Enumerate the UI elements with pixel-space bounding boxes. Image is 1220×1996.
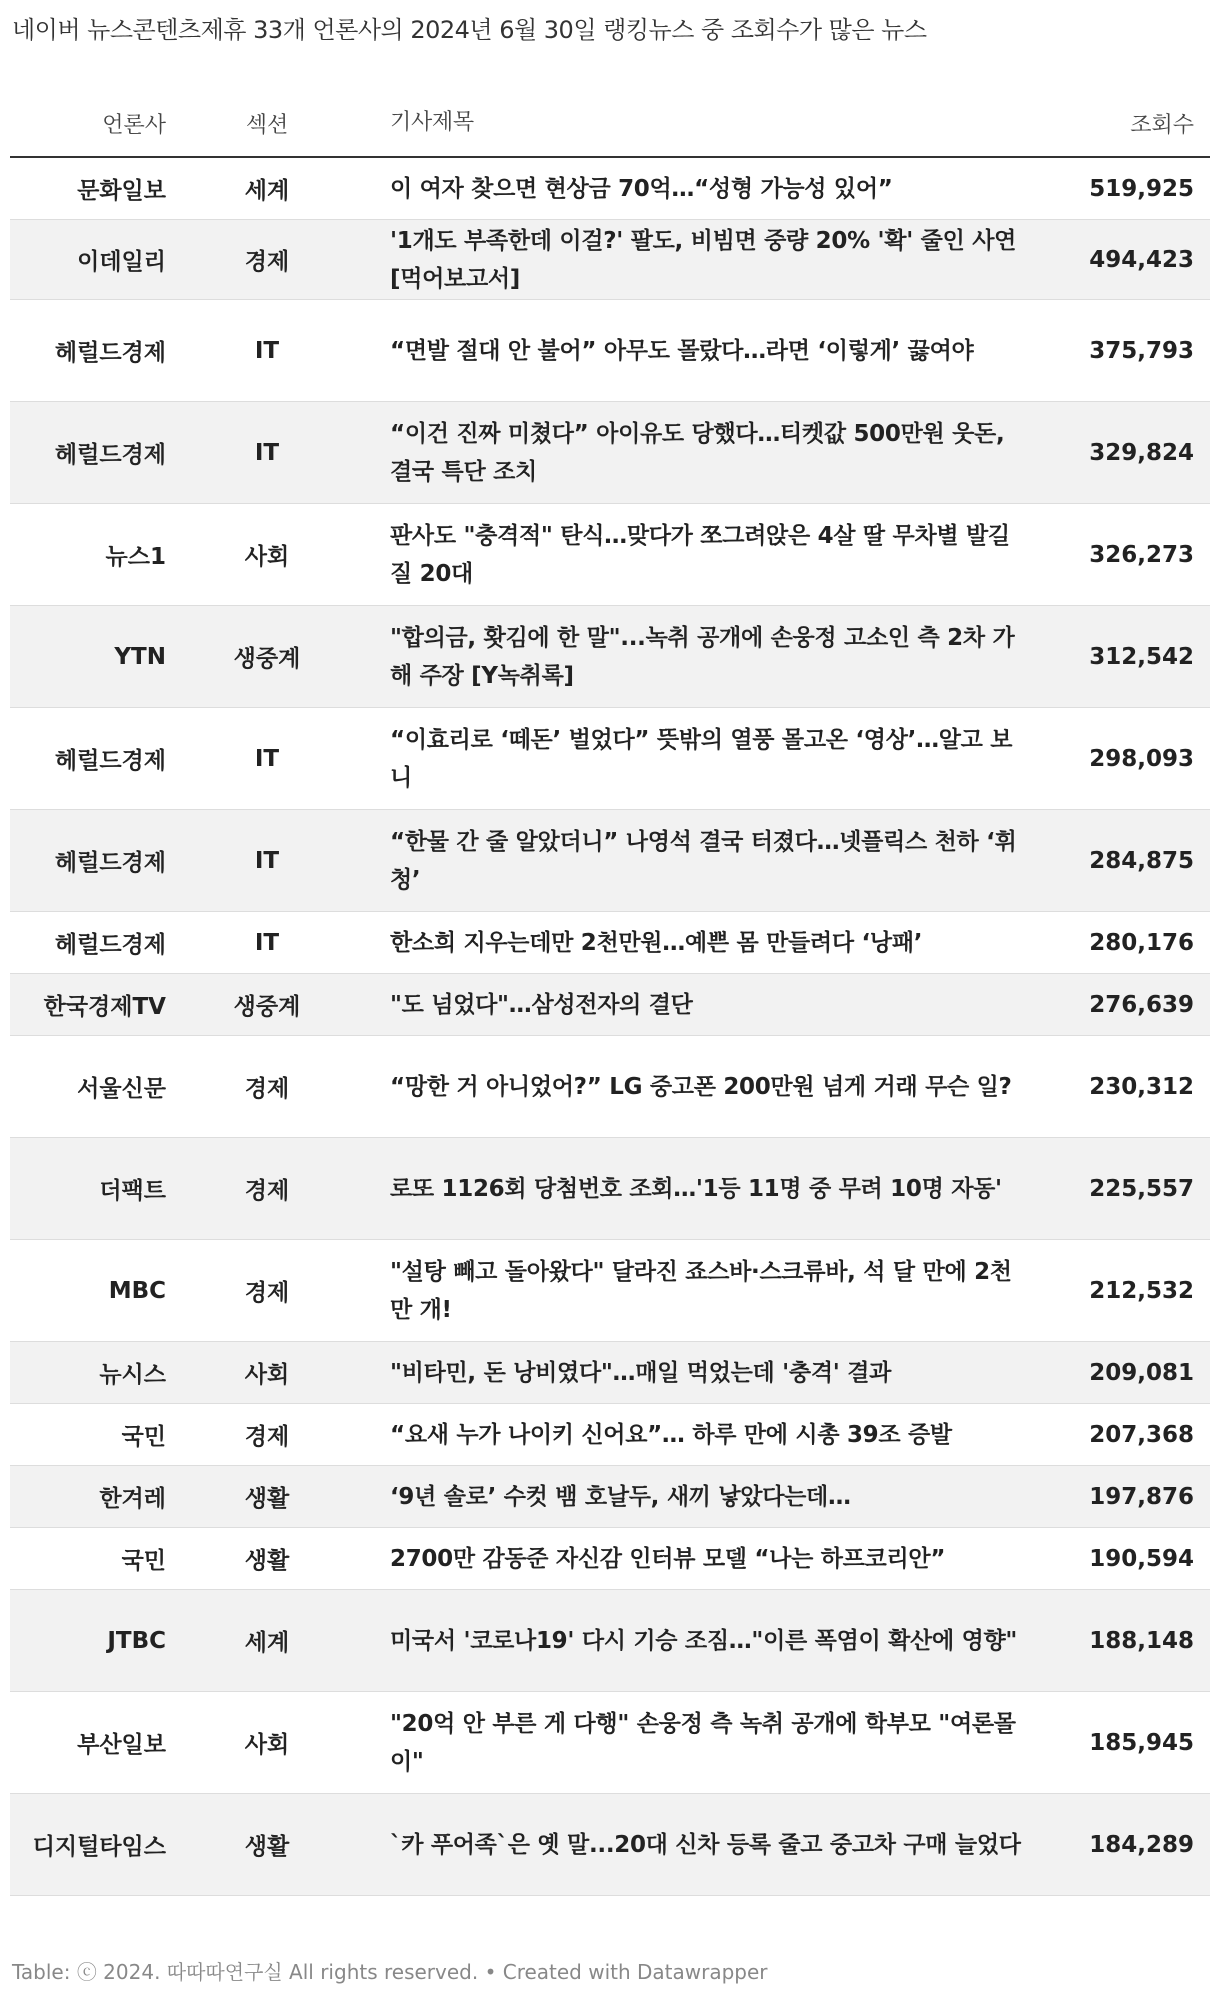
cell-press: 국민 bbox=[121, 1548, 166, 1574]
cell-views: 494,423 bbox=[1089, 246, 1194, 273]
cell-section: 경제 bbox=[244, 1280, 290, 1306]
table-row bbox=[10, 1342, 1210, 1404]
cell-headline: "설탕 빼고 돌아왔다" 달라진 죠스바·스크류바, 석 달 만에 2천만 개! bbox=[390, 1258, 1012, 1323]
cell-section: 경제 bbox=[244, 1076, 290, 1102]
cell-headline: ‘9년 솔로’ 수컷 뱀 호날두, 새끼 낳았다는데… bbox=[390, 1483, 851, 1510]
cell-section: 생활 bbox=[244, 1834, 290, 1860]
cell-views: 184,289 bbox=[1089, 1831, 1194, 1858]
cell-section: 사회 bbox=[244, 544, 290, 570]
cell-views: 326,273 bbox=[1089, 541, 1194, 568]
table-row bbox=[10, 1240, 1210, 1342]
table-footer: Table: ⓒ 2024. 따따따연구실 All rights reserved. • Created with Datawrapper bbox=[12, 1960, 768, 1984]
cell-headline: "비타민, 돈 낭비였다"…매일 먹었는데 '충격' 결과 bbox=[390, 1359, 892, 1386]
table-row bbox=[10, 1138, 1210, 1240]
cell-headline: "20억 안 부른 게 다행" 손웅정 측 녹취 공개에 학부모 "여론몰이" bbox=[390, 1710, 1016, 1775]
cell-views: 212,532 bbox=[1089, 1277, 1194, 1304]
cell-headline: `카 푸어족`은 옛 말...20대 신차 등록 줄고 중고차 구매 늘었다 bbox=[390, 1831, 1021, 1858]
cell-views: 207,368 bbox=[1089, 1421, 1194, 1448]
cell-section: 생중계 bbox=[233, 646, 301, 672]
cell-press: 헤럴드경제 bbox=[54, 932, 166, 958]
cell-press: 이데일리 bbox=[77, 249, 166, 275]
cell-headline: 2700만 감동준 자신감 인터뷰 모델 “나는 하프코리안” bbox=[390, 1545, 946, 1572]
table-row bbox=[10, 810, 1210, 912]
table-row bbox=[10, 220, 1210, 300]
table-row bbox=[10, 1404, 1210, 1466]
table-row bbox=[10, 708, 1210, 810]
header-views[interactable]: 조회수 bbox=[1130, 112, 1194, 138]
cell-press: 디지털타임스 bbox=[32, 1834, 166, 1860]
cell-section: 생활 bbox=[244, 1486, 290, 1512]
table-row bbox=[10, 974, 1210, 1036]
cell-headline: “면발 절대 안 불어” 아무도 몰랐다…라면 ‘이렇게’ 끓여야 bbox=[390, 337, 974, 364]
cell-section: IT bbox=[254, 337, 280, 364]
cell-press: 뉴시스 bbox=[99, 1362, 166, 1388]
cell-press: 헤럴드경제 bbox=[54, 442, 166, 468]
cell-views: 209,081 bbox=[1089, 1359, 1194, 1386]
cell-views: 284,875 bbox=[1089, 847, 1194, 874]
cell-section: 경제 bbox=[244, 249, 290, 275]
cell-views: 298,093 bbox=[1089, 745, 1194, 772]
cell-section: IT bbox=[254, 439, 280, 466]
cell-headline: 미국서 '코로나19' 다시 기승 조짐…"이른 폭염이 확산에 영향" bbox=[390, 1627, 1018, 1654]
cell-press: 헤럴드경제 bbox=[54, 850, 166, 876]
cell-views: 188,148 bbox=[1089, 1627, 1194, 1654]
table-header bbox=[10, 90, 1210, 158]
table-row bbox=[10, 1590, 1210, 1692]
table-row bbox=[10, 1036, 1210, 1138]
table-row bbox=[10, 402, 1210, 504]
cell-headline: “망한 거 아니었어?” LG 중고폰 200만원 넘게 거래 무슨 일? bbox=[390, 1073, 1012, 1100]
table-row bbox=[10, 504, 1210, 606]
table-row bbox=[10, 1692, 1210, 1794]
cell-views: 276,639 bbox=[1089, 991, 1194, 1018]
cell-press: JTBC bbox=[107, 1627, 166, 1654]
table-row bbox=[10, 1794, 1210, 1896]
cell-press: 문화일보 bbox=[77, 178, 166, 204]
cell-section: 사회 bbox=[244, 1362, 290, 1388]
cell-views: 225,557 bbox=[1089, 1175, 1194, 1202]
table-row bbox=[10, 158, 1210, 220]
cell-views: 375,793 bbox=[1089, 337, 1194, 364]
cell-press: 국민 bbox=[121, 1424, 166, 1450]
cell-section: 세계 bbox=[244, 1630, 290, 1656]
cell-views: 519,925 bbox=[1089, 175, 1194, 202]
cell-headline: "도 넘었다"…삼성전자의 결단 bbox=[390, 991, 693, 1018]
cell-section: IT bbox=[254, 745, 280, 772]
table-row bbox=[10, 912, 1210, 974]
cell-press: 헤럴드경제 bbox=[54, 340, 166, 366]
cell-headline: “요새 누가 나이키 신어요”… 하루 만에 시총 39조 증발 bbox=[390, 1421, 952, 1448]
header-press[interactable]: 언론사 bbox=[102, 112, 166, 138]
cell-press: MBC bbox=[108, 1277, 166, 1304]
cell-views: 329,824 bbox=[1089, 439, 1194, 466]
cell-section: IT bbox=[254, 929, 280, 956]
cell-views: 280,176 bbox=[1089, 929, 1194, 956]
cell-views: 185,945 bbox=[1089, 1729, 1194, 1756]
table-row bbox=[10, 606, 1210, 708]
table-row bbox=[10, 1528, 1210, 1590]
table-row bbox=[10, 300, 1210, 402]
cell-section: IT bbox=[254, 847, 280, 874]
cell-headline: “이건 진짜 미쳤다” 아이유도 당했다…티켓값 500만원 웃돈, 결국 특단 조치 bbox=[390, 420, 1005, 485]
table-title: 네이버 뉴스콘텐츠제휴 33개 언론사의 2024년 6월 30일 랭킹뉴스 중 조회수가 많은 뉴스 bbox=[12, 16, 927, 44]
cell-section: 경제 bbox=[244, 1424, 290, 1450]
header-headline[interactable]: 기사제목 bbox=[390, 110, 474, 135]
cell-press: 서울신문 bbox=[77, 1076, 166, 1102]
cell-headline: “이효리로 ‘떼돈’ 벌었다” 뜻밖의 열풍 몰고온 ‘영상’…알고 보니 bbox=[390, 726, 1013, 791]
cell-press: 헤럴드경제 bbox=[54, 748, 166, 774]
cell-views: 312,542 bbox=[1089, 643, 1194, 670]
cell-section: 경제 bbox=[244, 1178, 290, 1204]
ranking-table bbox=[10, 90, 1210, 1896]
cell-headline: 한소희 지우는데만 2천만원…예쁜 몸 만들려다 ‘낭패’ bbox=[390, 929, 923, 956]
cell-headline: 판사도 "충격적" 탄식…맞다가 쪼그려앉은 4살 딸 무차별 발길질 20대 bbox=[390, 522, 1010, 587]
cell-section: 사회 bbox=[244, 1732, 290, 1758]
cell-section: 생활 bbox=[244, 1548, 290, 1574]
header-section[interactable]: 섹션 bbox=[245, 112, 289, 138]
cell-press: 한국경제TV bbox=[43, 994, 166, 1020]
cell-press: 뉴스1 bbox=[105, 544, 166, 570]
cell-press: 더팩트 bbox=[99, 1178, 166, 1204]
cell-headline: “한물 간 줄 알았더니” 나영석 결국 터졌다…넷플릭스 천하 ‘휘청’ bbox=[390, 828, 1017, 893]
cell-headline: 로또 1126회 당첨번호 조회…'1등 11명 중 무려 10명 자동' bbox=[390, 1175, 1002, 1202]
table-row bbox=[10, 1466, 1210, 1528]
cell-section: 세계 bbox=[244, 178, 290, 204]
cell-headline: "합의금, 홧김에 한 말"...녹취 공개에 손웅정 고소인 측 2차 가해 주장 [Y녹취록] bbox=[390, 624, 1015, 689]
cell-press: 한겨레 bbox=[99, 1486, 166, 1512]
cell-views: 190,594 bbox=[1089, 1545, 1194, 1572]
cell-views: 230,312 bbox=[1089, 1073, 1194, 1100]
cell-press: 부산일보 bbox=[77, 1732, 166, 1758]
cell-section: 생중계 bbox=[233, 994, 301, 1020]
cell-views: 197,876 bbox=[1089, 1483, 1194, 1510]
cell-press: YTN bbox=[114, 643, 166, 670]
cell-headline: 이 여자 찾으면 현상금 70억…“성형 가능성 있어” bbox=[390, 175, 893, 202]
cell-headline: '1개도 부족한데 이걸?' 팔도, 비빔면 중량 20% '확' 줄인 사연 [먹어보고서] bbox=[390, 227, 1017, 292]
